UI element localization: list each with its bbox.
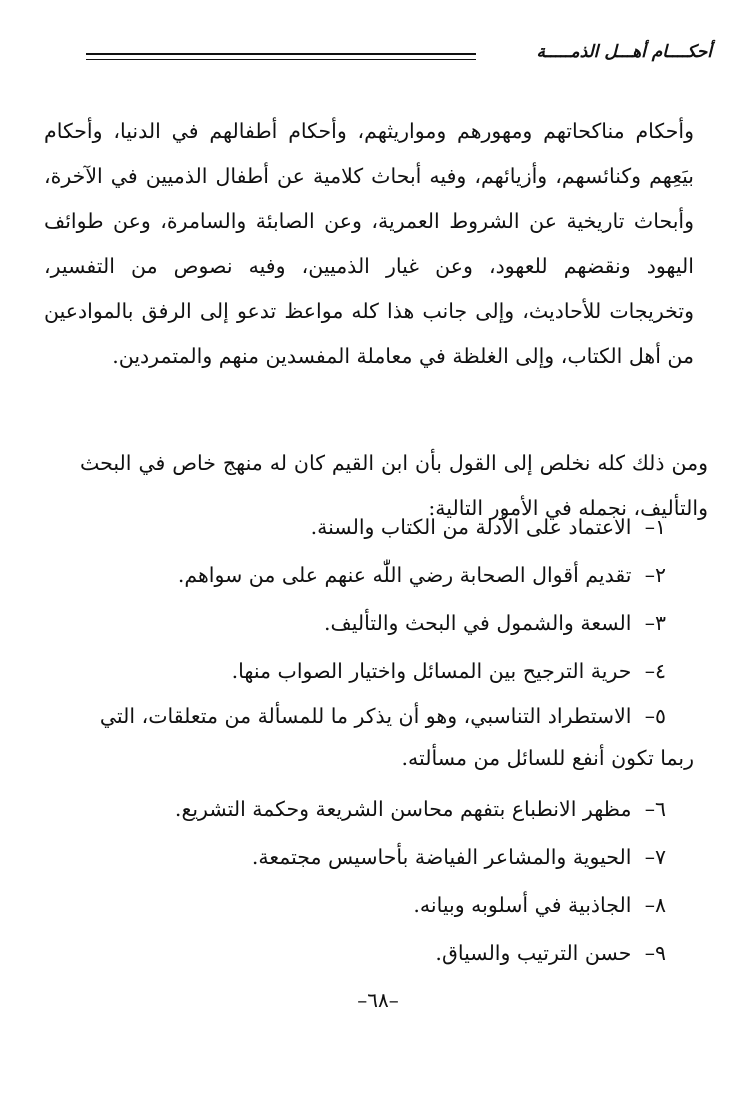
- list-item: [44, 881, 694, 929]
- list-item-text: الاستطراد التناسبي، وهو أن يذكر ما للمسألة من متعلقات، التي: [99, 704, 632, 728]
- list-item-text: حرية الترجيح بين المسائل واختيار الصواب منها.: [231, 659, 632, 683]
- list-item: [44, 647, 694, 695]
- list-item: [44, 833, 694, 881]
- header-rule-top: [86, 53, 476, 55]
- header-title: أحكــــام أهـــل الذمـــــة: [536, 42, 712, 62]
- list-item-number: ٧–: [644, 845, 666, 869]
- list-item-text: الجاذبية في أسلوبه وبيانه.: [413, 893, 632, 917]
- list-item: [44, 551, 694, 599]
- list-item-number: ٩–: [644, 941, 666, 965]
- list-item-text: تقديم أقوال الصحابة رضي اللّٰه عنهم على من سواهم.: [177, 563, 632, 587]
- list-item-number: ٨–: [644, 893, 666, 917]
- list-item: [44, 785, 694, 833]
- list-item-text: السعة والشمول في البحث والتأليف.: [324, 611, 632, 635]
- list-item-number: ١–: [644, 515, 666, 539]
- list-item-text: الحيوية والمشاعر الفياضة بأحاسيس مجتمعة.: [251, 845, 632, 869]
- list-item-number: ٥–: [644, 704, 666, 728]
- list-item: [44, 929, 694, 977]
- list-item: [44, 503, 694, 551]
- list-item-text: حسن الترتيب والسياق.: [435, 941, 632, 965]
- list-item-number: ٢–: [644, 563, 666, 587]
- paragraph-1: وأحكام مناكحاتهم ومهورهم ومواريثهم، وأحكام أطفالهم في الدنيا، وأحكام بيَعِهم وكنائسهم، وأزيائهم، وفيه أبحاث كلامية عن أطفال الذميين في الآخرة، وأبحاث تاريخية عن الشروط العمرية، وعن الصابئة والسامرة، وعن طوائف اليهود ونقضهم للعهود، وعن غيار الذميين، وفيه نصوص من التفسير، وتخريجات للأحاديث، وإلى جانب هذا كله مواعظ تدعو إلى الرفق بالموادعين من أهل الكتاب، وإلى الغلظة في معاملة المفسدين منهم والمتمردين.: [44, 118, 694, 368]
- list-item-text: مظهر الانطباع بتفهم محاسن الشريعة وحكمة التشريع.: [174, 797, 632, 821]
- list-item-number: ٤–: [644, 659, 666, 683]
- running-header: [86, 40, 712, 70]
- list-item: [44, 599, 694, 647]
- page-number: –٦٨–: [357, 988, 399, 1012]
- list-item-number: ٣–: [644, 611, 666, 635]
- list-item-number: ٦–: [644, 797, 666, 821]
- method-list: [44, 503, 694, 977]
- list-item: [44, 695, 694, 785]
- list-item-continuation: ربما تكون أنفع للسائل من مسألته.: [401, 746, 694, 770]
- paragraph-2: ومن ذلك كله نخلص إلى القول بأن ابن القيم كان له منهج خاص في البحث والتأليف، نجمله في الأمور التالية:: [80, 450, 708, 520]
- header-rule-bottom: [86, 59, 476, 60]
- list-item-text: الاعتماد على الأدلة من الكتاب والسنة.: [310, 515, 632, 539]
